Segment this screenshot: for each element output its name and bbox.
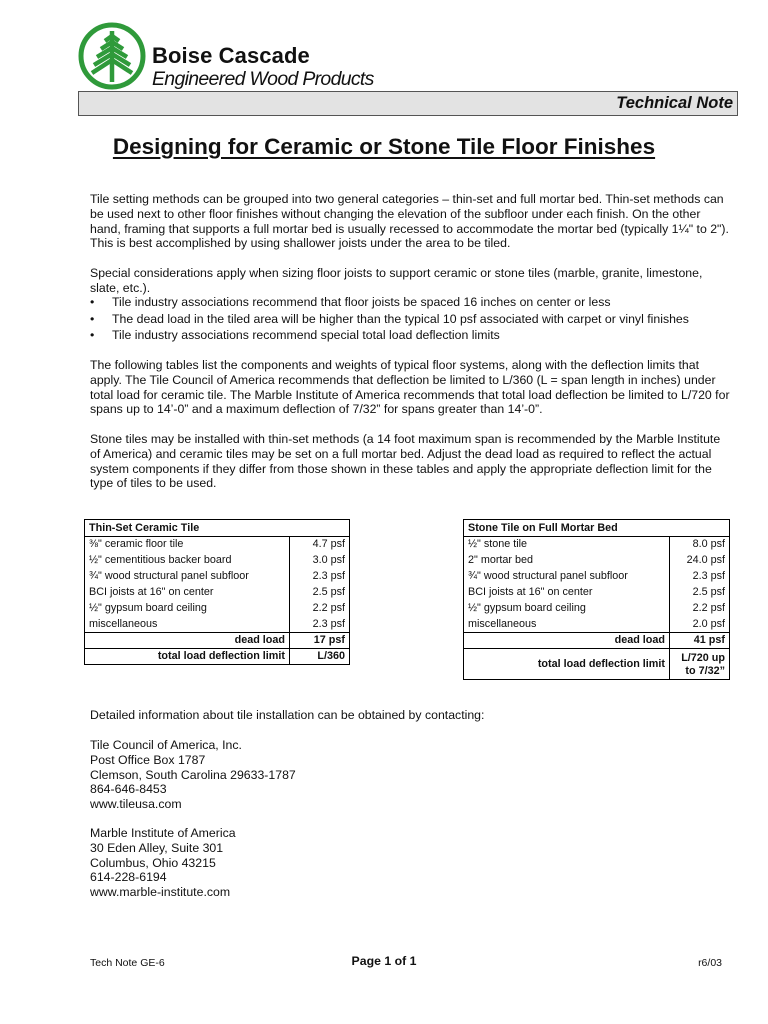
list-item: • Tile industry associations recommend that floor joists be spaced 16 inches on center or less — [90, 294, 730, 311]
list-item: • Tile industry associations recommend special total load deflection limits — [90, 327, 730, 344]
table-title: Stone Tile on Full Mortar Bed — [464, 520, 730, 537]
contact-line: Tile Council of America, Inc. — [90, 738, 242, 752]
table-row: miscellaneous 2.0 psf — [464, 617, 730, 633]
contact-link[interactable]: www.tileusa.com — [90, 797, 182, 812]
boise-cascade-tree-logo-icon — [78, 22, 146, 90]
special-considerations-paragraph: Special considerations apply when sizing floor joists to support ceramic or stone tiles (marble, granite, limestone, slate, etc.). — [90, 266, 703, 295]
brand-subtitle: Engineered Wood Products — [152, 68, 374, 90]
deflection-value-line-1: L/720 up — [681, 651, 725, 664]
table-row: ½" cementitious backer board 3.0 psf — [85, 553, 350, 569]
table-row: BCI joists at 16" on center 2.5 psf — [464, 585, 730, 601]
table-row: ¾" wood structural panel subfloor 2.3 psf — [85, 569, 350, 585]
table-row: 2" mortar bed 24.0 psf — [464, 553, 730, 569]
deflection-limit-row: total load deflection limit L/720 up to 7/32” — [464, 649, 730, 680]
contact-line: Clemson, South Carolina 29633-1787 — [90, 767, 296, 782]
table-row: miscellaneous 2.3 psf — [85, 617, 350, 633]
list-item: • The dead load in the tiled area will be higher than the typical 10 psf associated with carpet or vinyl finishes — [90, 311, 730, 328]
deflection-limit-row: total load deflection limit L/360 — [85, 649, 350, 665]
technical-note-label: Technical Note — [616, 94, 733, 112]
table-row: ½" stone tile 8.0 psf — [464, 537, 730, 553]
contact-line: Columbus, Ohio 43215 — [90, 855, 216, 870]
intro-paragraph: Tile setting methods can be grouped into two general categories – thin-set and full mortar bed. Thin-set methods can be used next to other floor finishes without changing the elevation of the subfloor under each finish. On the other hand, framing that supports a full mortar bed is usually recessed to accommodate the mortar bed (typically 1¼" to 2"). This is best accomplished by using shallower joists under the area to be tiled. — [90, 192, 729, 251]
footer-tech-note-id: Tech Note GE-6 — [90, 957, 165, 969]
stone-tile-full-mortar-bed-table — [463, 519, 730, 680]
contact-block-tile-council — [90, 738, 690, 812]
contact-line: Marble Institute of America — [90, 826, 236, 840]
table-row: ½" gypsum board ceiling 2.2 psf — [85, 601, 350, 617]
contact-block-marble-institute — [90, 826, 690, 900]
contact-line: 864-646-8453 — [90, 782, 167, 797]
table-row: ¾" wood structural panel subfloor 2.3 psf — [464, 569, 730, 585]
table-row: BCI joists at 16" on center 2.5 psf — [85, 585, 350, 601]
dead-load-row: dead load 41 psf — [464, 633, 730, 649]
table-row: ½" gypsum board ceiling 2.2 psf — [464, 601, 730, 617]
contact-line: 30 Eden Alley, Suite 301 — [90, 840, 224, 855]
stone-tile-paragraph: Stone tiles may be installed with thin-set methods (a 14 foot maximum span is recommended by the Marble Institute of America) and ceramic tiles may be set on a full mortar bed. Adjust the dead load as required to reflect the actual system components if they differ from those shown in these tables and apply the appropriate deflection limit for the type of tiles to be used. — [90, 432, 721, 491]
deflection-value-line-2: to 7/32” — [685, 664, 725, 677]
considerations-list — [90, 294, 730, 344]
footer-revision: r6/03 — [698, 957, 722, 969]
dead-load-row: dead load 17 psf — [85, 633, 350, 649]
contact-line: Post Office Box 1787 — [90, 752, 206, 767]
brand-name: Boise Cascade — [152, 43, 310, 68]
table-title: Thin-Set Ceramic Tile — [85, 520, 350, 537]
thin-set-ceramic-tile-table — [84, 519, 350, 665]
page-title: Designing for Ceramic or Stone Tile Floor Finishes — [112, 134, 656, 159]
contact-link[interactable]: www.marble-institute.com — [90, 885, 231, 900]
technical-note-bar — [78, 91, 738, 116]
table-row: ⅜" ceramic floor tile 4.7 psf — [85, 537, 350, 553]
contact-line: 614-228-6194 — [90, 870, 167, 885]
contact-intro: Detailed information about tile installation can be obtained by contacting: — [90, 708, 485, 722]
tables-paragraph: The following tables list the components and weights of typical floor systems, along with the deflection limits that apply. The Tile Council of America recommends that deflection be limited to L/360 (L = span length in inches) under total load for ceramic tile. The Marble Institute of America recommends that total load deflection be limited to L/720 for spans up to 14’-0” and a maximum deflection of 7/32” for spans greater than 14’-0”. — [90, 358, 730, 417]
footer-page-number: Page 1 of 1 — [351, 954, 417, 968]
